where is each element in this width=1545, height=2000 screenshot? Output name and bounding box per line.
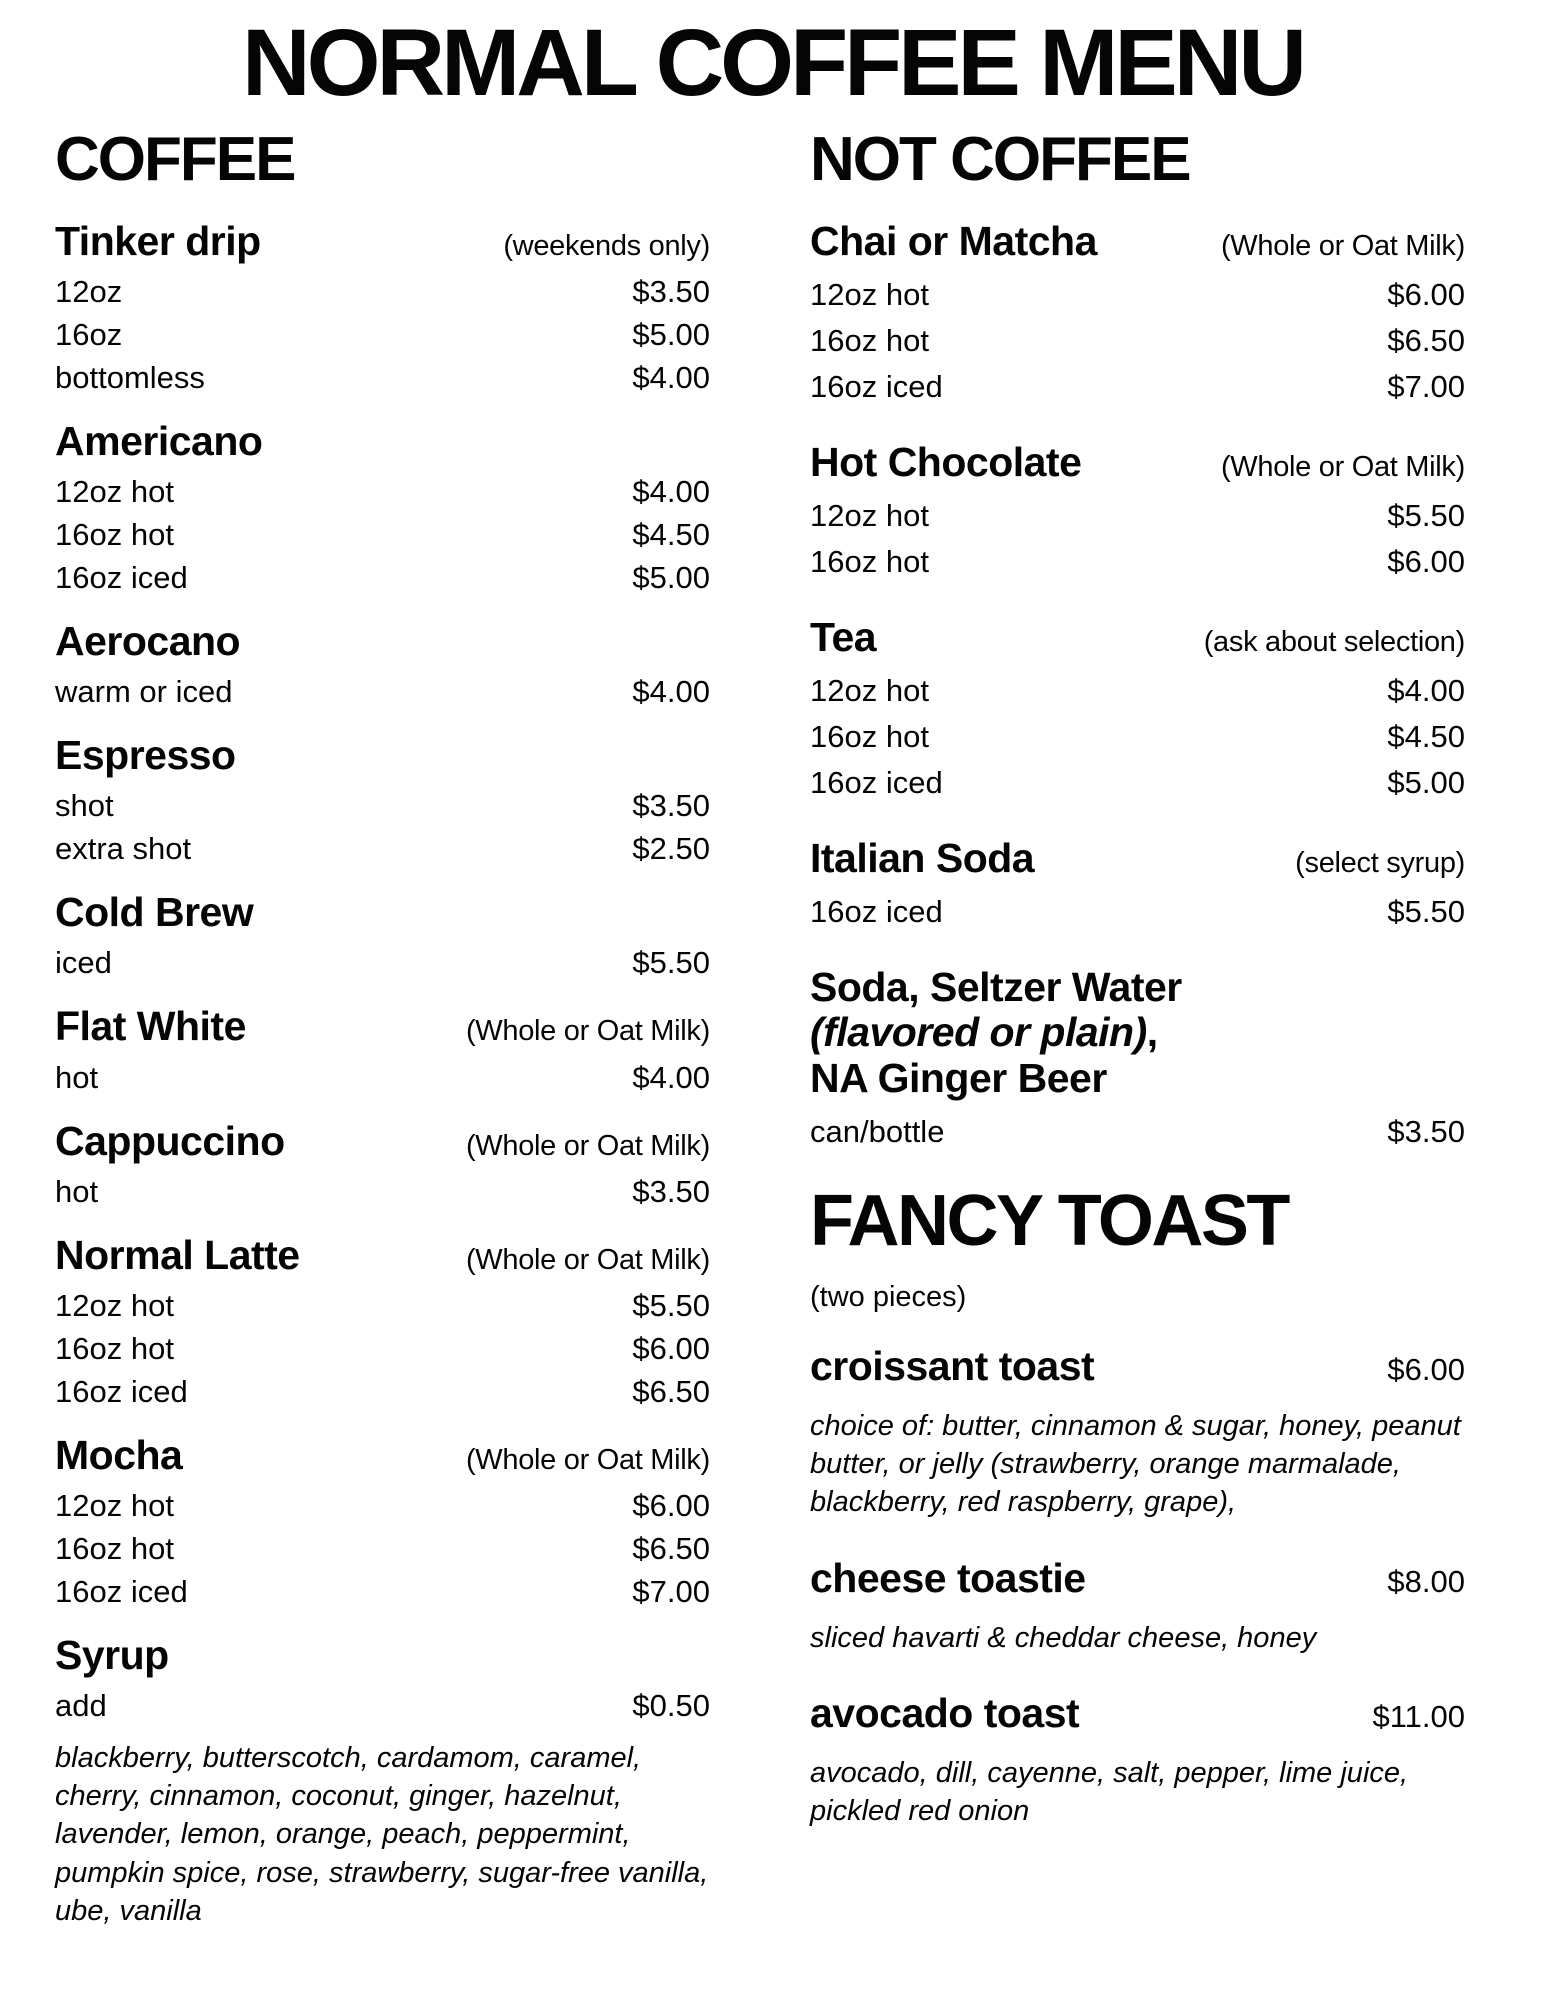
- section-title-line2-suffix: ,: [1146, 1009, 1158, 1056]
- row-price: $3.50: [632, 1173, 710, 1209]
- menu-row: [810, 765, 1465, 801]
- fancy-toast-note: (two pieces): [810, 1280, 967, 1313]
- toast-name: cheese toastie: [810, 1554, 1086, 1601]
- section-header: [810, 440, 1465, 485]
- section-header: [55, 733, 710, 778]
- row-label: warm or iced: [55, 674, 233, 710]
- section-note: (Whole or Oat Milk): [465, 1129, 710, 1162]
- section-title: Tinker drip: [55, 218, 261, 264]
- section-title: Americano: [55, 418, 263, 465]
- section-title: Hot Chocolate: [810, 439, 1082, 486]
- section-title-multiline: [810, 965, 1465, 1100]
- section-title: Mocha: [55, 1431, 183, 1478]
- row-label: 12oz hot: [55, 1487, 174, 1523]
- section-note: (select syrup): [1295, 847, 1465, 880]
- menu-row: [55, 1059, 710, 1095]
- column-coffee: [55, 125, 710, 1956]
- section-aerocano: [55, 618, 710, 710]
- row-price: $6.00: [1387, 544, 1465, 580]
- menu-row: [55, 1173, 710, 1209]
- row-label: can/bottle: [810, 1113, 945, 1149]
- section-note: (Whole or Oat Milk): [1220, 230, 1465, 262]
- row-price: $4.00: [1387, 673, 1465, 709]
- row-label: 12oz hot: [810, 498, 929, 534]
- row-label: 16oz hot: [55, 517, 174, 553]
- row-label: 16oz hot: [55, 1330, 174, 1366]
- menu-row: [55, 560, 710, 596]
- row-label: 16oz hot: [810, 719, 929, 755]
- row-price: $6.00: [632, 1330, 710, 1366]
- row-label: 12oz: [55, 274, 123, 310]
- row-price: $6.50: [632, 1373, 710, 1409]
- row-label: iced: [55, 945, 112, 981]
- section-mocha: [55, 1433, 710, 1607]
- section-soda-seltzer-ginger-beer: [810, 964, 1465, 1149]
- row-price: $6.50: [1387, 323, 1465, 359]
- section-title: Chai or Matcha: [810, 218, 1097, 264]
- section-normal-latte: [55, 1233, 710, 1407]
- menu-row: [55, 317, 710, 353]
- menu-row: [55, 1487, 710, 1523]
- menu-row: [810, 1113, 1465, 1149]
- section-title: Flat White: [55, 1003, 246, 1050]
- row-price: $5.00: [632, 560, 710, 596]
- menu-row: [55, 945, 710, 981]
- section-header: [810, 836, 1465, 881]
- row-price: $4.50: [1387, 719, 1465, 755]
- menu-row: [810, 369, 1465, 405]
- row-label: 16oz iced: [810, 369, 943, 405]
- row-label: 12oz hot: [810, 277, 929, 313]
- row-label: 16oz iced: [55, 560, 188, 596]
- row-price: $7.00: [632, 1573, 710, 1609]
- section-note: (Whole or Oat Milk): [465, 1243, 710, 1276]
- syrup-flavors: blackberry, butterscotch, cardamom, caramel, cherry, cinnamon, coconut, ginger, hazelnut, lavender, lemon, orange, peach, peppermint, pumpkin spice, rose, strawberry, sugar-free vanilla, ube, vanilla: [55, 1741, 709, 1927]
- section-header: [55, 890, 710, 935]
- row-price: $3.50: [1387, 1113, 1465, 1149]
- toast-name: croissant toast: [810, 1342, 1095, 1389]
- row-price: $2.50: [632, 831, 710, 867]
- section-header: [55, 1433, 710, 1478]
- section-title-line3: NA Ginger Beer: [810, 1054, 1107, 1101]
- section-hot-chocolate: [810, 439, 1465, 580]
- row-price: $5.00: [1387, 765, 1465, 801]
- menu-row: [55, 1573, 710, 1609]
- row-price: $5.50: [632, 945, 710, 981]
- toast-header: [810, 1556, 1465, 1601]
- row-label: hot: [55, 1173, 99, 1209]
- row-label: 12oz hot: [55, 474, 174, 510]
- section-title-line2: [810, 1010, 1465, 1055]
- row-price: $4.00: [632, 674, 710, 710]
- row-price: $0.50: [632, 1687, 710, 1723]
- toast-price: $6.00: [1387, 1351, 1465, 1387]
- section-header: [55, 1004, 710, 1049]
- section-title: Espresso: [55, 732, 236, 779]
- row-price: $5.50: [1387, 894, 1465, 930]
- section-title: Cold Brew: [55, 889, 254, 936]
- section-title: Aerocano: [55, 618, 241, 665]
- menu-row: [810, 498, 1465, 534]
- menu-row: [55, 1287, 710, 1323]
- row-price: $7.00: [1387, 369, 1465, 405]
- row-label: hot: [55, 1059, 99, 1095]
- menu-row: [55, 831, 710, 867]
- menu-row: [55, 474, 710, 510]
- menu-row: [810, 673, 1465, 709]
- section-note: (ask about selection): [1203, 626, 1465, 659]
- toast-name: avocado toast: [810, 1689, 1080, 1736]
- section-note: (Whole or Oat Milk): [465, 1015, 710, 1048]
- section-title: Italian Soda: [810, 835, 1035, 882]
- toast-item-cheese-toastie: [810, 1556, 1465, 1657]
- toast-price: $8.00: [1387, 1563, 1465, 1599]
- toast-item-croissant: [810, 1344, 1465, 1522]
- menu-row: [55, 1687, 710, 1723]
- section-chai-or-matcha: [810, 218, 1465, 405]
- row-label: 16oz iced: [55, 1573, 188, 1609]
- section-italian-soda: [810, 835, 1465, 930]
- section-title: Tea: [810, 614, 877, 661]
- section-header: [55, 619, 710, 664]
- row-label: 12oz hot: [55, 1287, 174, 1323]
- row-label: bottomless: [55, 360, 205, 396]
- section-header: [55, 219, 710, 264]
- row-label: 12oz hot: [810, 673, 929, 709]
- section-title-line1: Soda, Seltzer Water: [810, 964, 1182, 1011]
- toast-price: $11.00: [1372, 1698, 1465, 1734]
- section-note: (Whole or Oat Milk): [1220, 451, 1465, 484]
- section-header: [55, 1233, 710, 1278]
- row-price: $3.50: [632, 274, 710, 310]
- menu-columns: [0, 111, 1545, 1956]
- menu-row: [55, 788, 710, 824]
- section-header: [55, 1633, 710, 1678]
- section-title-line2-italic: (flavored or plain): [810, 1009, 1147, 1056]
- toast-description: choice of: butter, cinnamon & sugar, honey, peanut butter, or jelly (strawberry, orange marmalade, blackberry, red raspberry, grape),: [810, 1409, 1461, 1519]
- row-label: 16oz iced: [810, 894, 943, 930]
- column-heading-coffee: COFFEE: [55, 125, 295, 194]
- section-flat-white: [55, 1003, 710, 1095]
- section-header: [810, 219, 1465, 264]
- row-price: $3.50: [632, 788, 710, 824]
- menu-row: [810, 719, 1465, 755]
- section-title: Syrup: [55, 1631, 169, 1678]
- menu-row: [55, 274, 710, 310]
- row-price: $6.00: [632, 1487, 710, 1523]
- section-note: (weekends only): [503, 230, 710, 262]
- menu-row: [55, 674, 710, 710]
- fancy-toast-heading: FANCY TOAST: [810, 1180, 1288, 1261]
- row-price: $4.00: [632, 474, 710, 510]
- row-label: 16oz hot: [810, 544, 929, 580]
- section-header: [55, 1119, 710, 1164]
- row-price: $5.00: [632, 317, 710, 353]
- section-syrup: [55, 1633, 710, 1930]
- row-label: 16oz: [55, 317, 123, 353]
- row-price: $4.00: [632, 1059, 710, 1095]
- menu-row: [810, 894, 1465, 930]
- row-price: $5.50: [632, 1287, 710, 1323]
- section-cold-brew: [55, 889, 710, 981]
- section-americano: [55, 418, 710, 596]
- menu-row: [810, 323, 1465, 359]
- row-label: 16oz hot: [55, 1530, 174, 1566]
- column-heading-not-coffee: NOT COFFEE: [810, 125, 1190, 194]
- section-title: Normal Latte: [55, 1231, 300, 1278]
- menu-row: [55, 1373, 710, 1409]
- row-price: $6.50: [632, 1530, 710, 1566]
- column-not-coffee: [810, 125, 1465, 1956]
- menu-row: [810, 277, 1465, 313]
- row-label: extra shot: [55, 831, 192, 867]
- menu-row: [55, 1530, 710, 1566]
- row-label: 16oz hot: [810, 323, 929, 359]
- section-tinker-drip: [55, 218, 710, 396]
- section-espresso: [55, 732, 710, 867]
- menu-row: [810, 544, 1465, 580]
- menu-row: [55, 517, 710, 553]
- row-price: $6.00: [1387, 277, 1465, 313]
- toast-header: [810, 1344, 1465, 1389]
- section-fancy-toast: [810, 1180, 1465, 1831]
- section-tea: [810, 614, 1465, 801]
- toast-item-avocado: [810, 1691, 1465, 1831]
- row-label: shot: [55, 788, 114, 824]
- section-header: [55, 419, 710, 464]
- section-cappuccino: [55, 1119, 710, 1207]
- row-label: 16oz iced: [55, 1373, 188, 1409]
- row-label: add: [55, 1687, 107, 1723]
- toast-description: sliced havarti & cheddar cheese, honey: [810, 1621, 1317, 1654]
- toast-description: avocado, dill, cayenne, salt, pepper, lime juice, pickled red onion: [810, 1757, 1409, 1828]
- row-price: $5.50: [1387, 498, 1465, 534]
- section-note: (Whole or Oat Milk): [465, 1443, 710, 1476]
- row-price: $4.00: [632, 360, 710, 396]
- row-price: $4.50: [632, 517, 710, 553]
- row-label: 16oz iced: [810, 765, 943, 801]
- section-title: Cappuccino: [55, 1117, 285, 1164]
- page-title: NORMAL COFFEE MENU: [242, 10, 1303, 116]
- section-header: [810, 615, 1465, 660]
- menu-row: [55, 360, 710, 396]
- menu-row: [55, 1330, 710, 1366]
- toast-header: [810, 1691, 1465, 1736]
